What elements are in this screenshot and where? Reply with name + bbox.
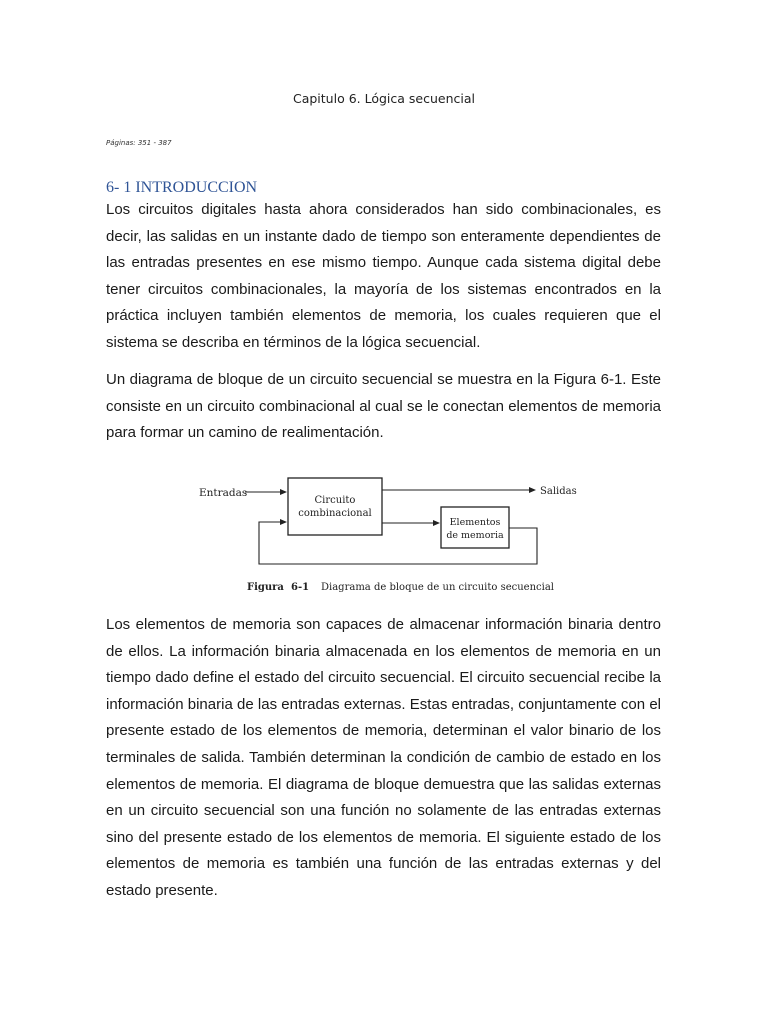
paragraph-block-diagram: Un diagrama de bloque de un circuito secuencial se muestra en la Figura 6-1. Este consiste en un circuito combinacional al cual se le conectan elementos de memoria para formar un camino de realimentación.	[106, 371, 661, 442]
comb-block-label-2: combinacional	[298, 508, 372, 519]
pages-note: Páginas: 351 - 387	[106, 139, 172, 147]
page-title: Capitulo 6. Lógica secuencial	[292, 91, 475, 106]
paragraph-intro: Los circuitos digitales hasta ahora considerados han sido combinacionales, es decir, las salidas en un instante dado de tiempo son enteramente dependientes de las entradas presentes en ese mismo tiempo. Aunque cada sistema digital debe tener circuitos combinacionales, la mayoría de los sistemas encontrados en la práctica incluyen también elementos de memoria, los cuales requieren que el sistema se describa en términos de la lógica secuencial.	[106, 201, 661, 351]
figure-caption-text: Diagrama de bloque de un circuito secuencial	[321, 582, 555, 593]
figure-caption-label: Figura	[247, 582, 284, 593]
combinational-block	[288, 478, 382, 535]
figure-block-diagram	[195, 470, 595, 600]
block-diagram-svg	[195, 470, 595, 600]
paragraph-memory-elements: Los elementos de memoria son capaces de almacenar información binaria dentro de ellos. La información binaria almacenada en los elementos de memoria en un tiempo dado define el estado del circuito secuencial. El circuito secuencial recibe la información binaria de las entradas externas. Estas entradas, conjuntamente con el presente estado de los elementos de memoria, determinan el valor binario de los terminales de salida. También determinan la condición de cambio de estado en los elementos de memoria. El diagrama de bloque demuestra que las salidas externas en un circuito secuencial son una función no solamente de las entradas externas sino del presente estado de los elementos de memoria. El siguiente estado de los elementos de memoria es también una función de las entradas externas y del estado presente.	[106, 616, 661, 899]
figure-caption-number: 6-1	[291, 582, 310, 593]
section-heading: 6- 1 INTRODUCCION	[106, 179, 258, 196]
figure-output-label: Salidas	[540, 486, 577, 497]
comb-block-label-1: Circuito	[314, 495, 356, 506]
mem-block-label-2: de memoria	[446, 530, 504, 541]
mem-block-label-1: Elementos	[449, 517, 501, 528]
feedback-path	[259, 522, 537, 564]
figure-input-label: Entradas	[199, 487, 248, 499]
